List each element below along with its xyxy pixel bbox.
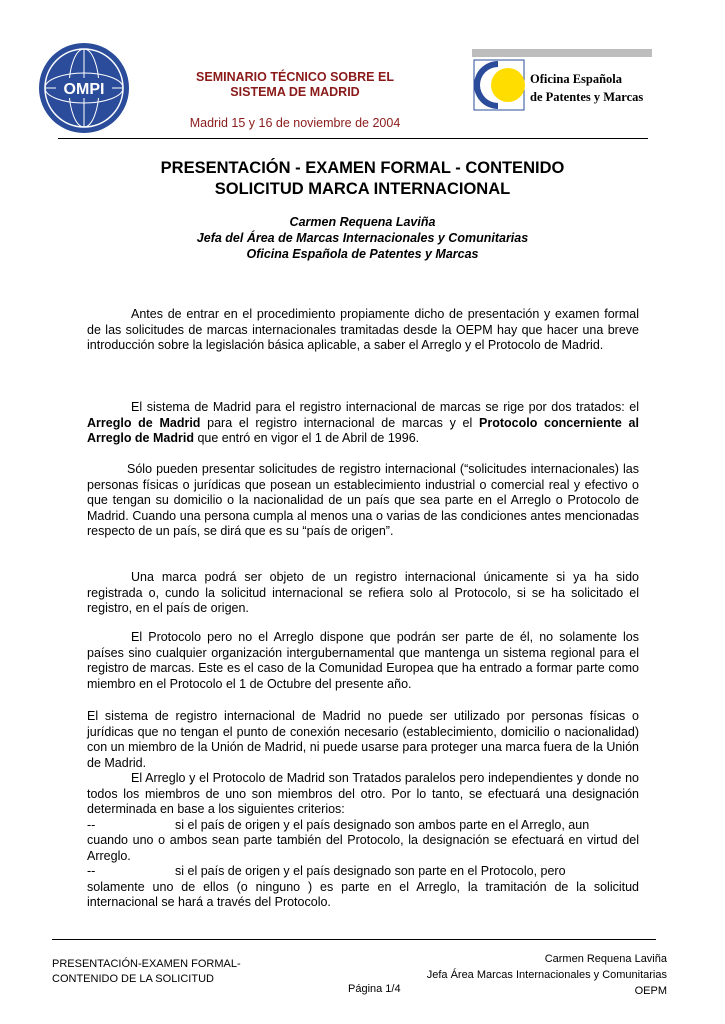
author-name: Carmen Requena Laviña bbox=[289, 215, 436, 229]
oepm-logo-icon bbox=[470, 58, 526, 112]
author-position: Jefa del Área de Marcas Internacionales y Comunitarias bbox=[196, 231, 529, 245]
footer-left-line-2: CONTENIDO DE LA SOLICITUD bbox=[52, 973, 214, 985]
paragraph-text bbox=[87, 400, 639, 447]
paragraph-applicants bbox=[87, 462, 639, 540]
title-line-2: SOLICITUD MARCA INTERNACIONAL bbox=[214, 180, 511, 198]
arreglo-term: Arreglo de Madrid bbox=[87, 415, 201, 430]
paragraph-treaties bbox=[87, 400, 639, 447]
paragraph-text: Sólo pueden presentar solicitudes de registro internacional (“solicitudes internacionales) las personas físicas o jurídicas que posean un establecimiento industrial o comercial real y efectivo o que tengan su domicilio o la nacionalidad de un país que sea parte en el Arreglo o Protocolo de Madrid. Cuando una persona cumpla al menos una o varias de las condiciones antes mencionadas respecto de un país, se dirá que es su “país de origen”. bbox=[87, 462, 639, 538]
text-run: El sistema de Madrid para el registro internacional de marcas se rige por dos tratados: el bbox=[131, 400, 639, 414]
footer-left-line-1: PRESENTACIÓN-EXAMEN FORMAL- bbox=[52, 958, 241, 970]
oepm-name bbox=[530, 70, 643, 106]
ompi-logo bbox=[38, 42, 130, 134]
header-divider bbox=[58, 138, 648, 139]
paragraph-text: El Protocolo pero no el Arreglo dispone que podrán ser parte de él, no solamente los países sino cualquier organización intergubernamental que mantenga un sistema regional para el registro de marcas. Este es el caso de la Comunidad Europea que ha entrado a formar parte como miembro en el Protocolo el 1 de Octubre del presente año. bbox=[87, 630, 639, 691]
author-block bbox=[80, 214, 645, 262]
oepm-name-line-2: de Patentes y Marcas bbox=[530, 90, 644, 104]
criteria-text: si el país de origen y el país designado son parte en el Protocolo, pero bbox=[175, 864, 566, 878]
document-title bbox=[80, 158, 645, 200]
criteria-continuation: solamente uno de ellos (o ninguno ) es parte en el Arreglo, la tramitación de la solicitud internacional se hará a través del Protocolo. bbox=[87, 879, 639, 909]
paragraph-system bbox=[87, 709, 639, 911]
footer-right-line-3: OEPM bbox=[634, 985, 667, 997]
bullet-mark: -- bbox=[87, 864, 96, 878]
ompi-logo-text: OMPI bbox=[63, 81, 105, 98]
footer-author bbox=[427, 951, 667, 999]
criteria-text: si el país de origen y el país designado son ambos parte en el Arreglo, aun bbox=[175, 817, 590, 832]
author-office: Oficina Española de Patentes y Marcas bbox=[246, 247, 479, 261]
seminar-line-1: SEMINARIO TÉCNICO SOBRE EL bbox=[196, 70, 394, 84]
bullet-mark: -- bbox=[87, 817, 96, 832]
criteria-item bbox=[87, 818, 639, 834]
seminar-line-2: SISTEMA DE MADRID bbox=[230, 85, 360, 99]
seminar-heading bbox=[160, 70, 430, 100]
criteria-continuation: cuando uno o ambos sean parte también del Protocolo, la designación se efectuará en virtud del Arreglo. bbox=[87, 833, 639, 863]
seminar-date: Madrid 15 y 16 de noviembre de 2004 bbox=[189, 116, 401, 130]
footer-divider bbox=[52, 939, 656, 940]
oepm-name-line-1: Oficina Española bbox=[530, 72, 623, 86]
title-line-1: PRESENTACIÓN - EXAMEN FORMAL - CONTENIDO bbox=[160, 159, 565, 177]
paragraph-protocol bbox=[87, 630, 639, 692]
oepm-header-bar bbox=[472, 49, 652, 57]
paragraph-registration bbox=[87, 570, 639, 617]
page-number: Página 1/4 bbox=[348, 983, 401, 995]
paragraph-intro bbox=[87, 307, 639, 354]
protocolo-term: Protocolo concerniente al Arreglo de Madrid bbox=[87, 415, 639, 445]
paragraph-text: Antes de entrar en el procedimiento propiamente dicho de presentación y examen formal de las solicitudes de marcas internacionales tramitadas desde la OEPM hay que hacer una breve introducción sobre la legislación básica aplicable, a saber el Arreglo y el Protocolo de Madrid. bbox=[87, 307, 639, 352]
text-run: para el registro internacional de marcas y el bbox=[200, 415, 479, 430]
paragraph-text: Una marca podrá ser objeto de un registro internacional únicamente si ya ha sido registrada o, cundo la solicitud internacional se refiera solo al Protocolo, si se ha solicitado el registro, en el país de origen. bbox=[87, 570, 639, 615]
footer-section-title bbox=[52, 957, 241, 987]
paragraph-text: El Arreglo y el Protocolo de Madrid son Tratados paralelos pero independientes y donde no todos los miembros de uno son miembros del otro. Por lo tanto, se efectuará una designación determinada en base a los siguientes criterios: bbox=[87, 771, 639, 816]
footer-right-line-2: Jefa Área Marcas Internacionales y Comunitarias bbox=[426, 969, 667, 981]
text-run: que entró en vigor el 1 de Abril de 1996. bbox=[193, 431, 420, 445]
criteria-item bbox=[87, 864, 639, 880]
paragraph-text: El sistema de registro internacional de Madrid no puede ser utilizado por personas físicas o jurídicas que no tengan el punto de conexión necesario (establecimiento, domicilio o nacionalidad) con un miembro de la Unión de Madrid, ni puede usarse para proteger una marca fuera de la Unión de Madrid. bbox=[87, 709, 639, 770]
footer-right-line-1: Carmen Requena Laviña bbox=[544, 953, 667, 965]
